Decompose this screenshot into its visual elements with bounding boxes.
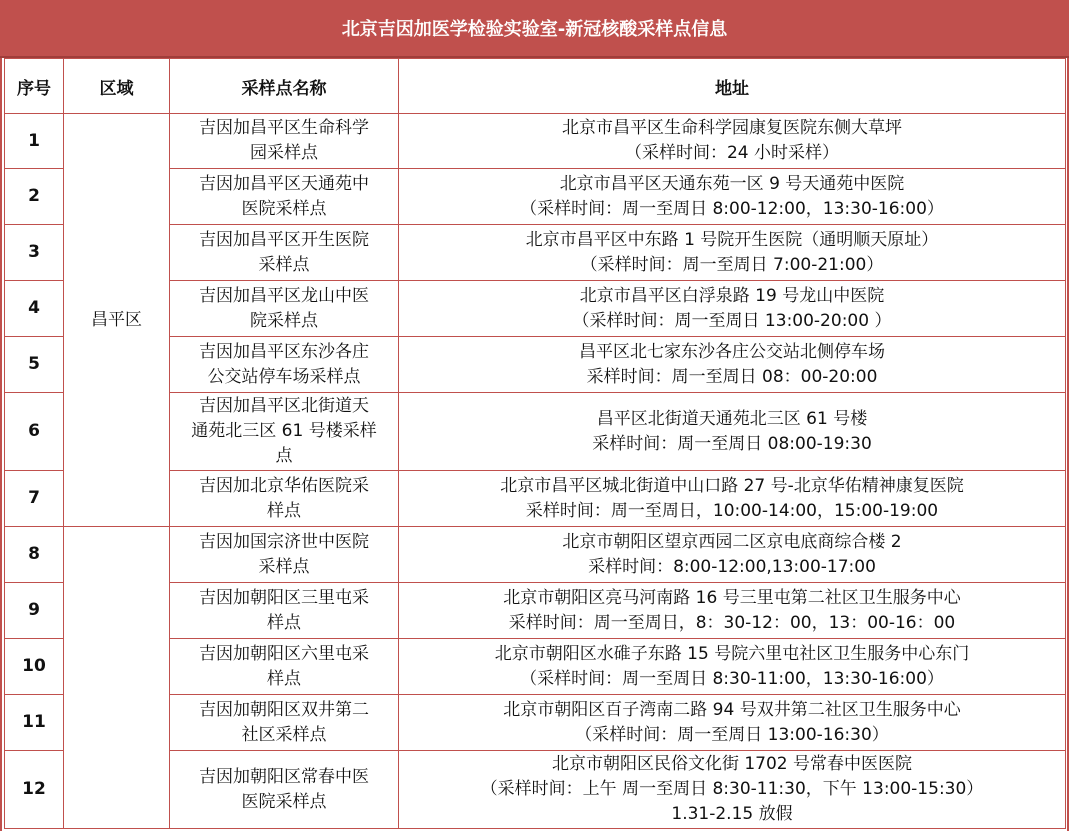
address-cell [399, 471, 1066, 527]
header-area: 区域 [64, 59, 170, 114]
sampling-time-line: 采样时间：周一至周日 08:00-19:30 [592, 433, 872, 454]
site-name-line: 吉因加昌平区北街道天 [199, 396, 369, 416]
header-row [5, 59, 1066, 114]
site-name-line: 点 [275, 446, 293, 466]
row-number: 11 [5, 695, 64, 751]
header-address: 地址 [399, 59, 1066, 114]
site-name-line: 医院采样点 [241, 791, 327, 812]
row-number: 7 [5, 471, 64, 527]
address-cell [399, 583, 1066, 639]
site-name-line: 样点 [267, 612, 301, 633]
site-name-line: 吉因加朝阳区双井第二 [199, 699, 369, 720]
row-number: 9 [5, 583, 64, 639]
row-number: 4 [5, 281, 64, 337]
site-name-line: 园采样点 [250, 143, 318, 163]
site-name-line: 样点 [267, 668, 301, 689]
address-cell [399, 337, 1066, 393]
row-number: 1 [5, 114, 64, 169]
site-name-line: 样点 [267, 500, 301, 521]
area-cell-changping: 昌平区 [64, 114, 170, 527]
row-number: 2 [5, 169, 64, 225]
site-name-line: 公交站停车场采样点 [207, 366, 361, 387]
address-line: 北京市昌平区城北街道中山口路 27 号-北京华佑精神康复医院 [500, 475, 964, 496]
sampling-time-line: 采样时间：周一至周日，10:00-14:00，15:00-19:00 [525, 500, 939, 521]
sampling-time-line: （采样时间：24 小时采样） [624, 143, 840, 163]
site-name-line: 吉因加昌平区生命科学 [199, 118, 369, 138]
sampling-time-line: 采样时间：周一至周日 08：00-20:00 [586, 366, 878, 387]
site-name-cell [170, 393, 399, 471]
site-name-cell [170, 583, 399, 639]
site-name-cell [170, 169, 399, 225]
site-name-cell [170, 751, 399, 829]
header-number: 序号 [5, 59, 64, 114]
sampling-time-line: （采样时间：周一至周日 13:00-16:30） [575, 724, 889, 745]
site-name-line: 吉因加朝阳区常春中医 [199, 766, 369, 787]
sampling-time-line: 1.31-2.15 放假 [671, 804, 793, 824]
sampling-time-line: （采样时间：周一至周日 8:30-11:00，13:30-16:00） [520, 668, 944, 689]
address-line: 北京市昌平区生命科学园康复医院东侧大草坪 [562, 118, 902, 138]
sampling-sites-table [4, 58, 1066, 829]
sampling-time-line: （采样时间：上午 周一至周日 8:30-11:30，下午 13:00-15:30） [480, 779, 984, 799]
site-name-cell [170, 639, 399, 695]
site-name-line: 吉因加昌平区开生医院 [199, 229, 369, 250]
site-name-line: 吉因加昌平区东沙各庄 [199, 341, 369, 362]
site-name-line: 采样点 [258, 254, 310, 275]
site-name-line: 通苑北三区 61 号楼采样 [191, 421, 377, 441]
sampling-time-line: 采样时间：8:00-12:00,13:00-17:00 [588, 556, 876, 577]
address-cell [399, 527, 1066, 583]
table-title: 北京吉因加医学检验实验室-新冠核酸采样点信息 [0, 0, 1069, 58]
site-name-cell [170, 695, 399, 751]
site-name-line: 吉因加朝阳区六里屯采 [199, 643, 369, 664]
address-line: 北京市朝阳区水碓子东路 15 号院六里屯社区卫生服务中心东门 [494, 643, 970, 664]
address-cell [399, 751, 1066, 829]
site-name-cell [170, 527, 399, 583]
sampling-time-line: （采样时间：周一至周日 7:00-21:00） [580, 254, 884, 275]
site-name-cell [170, 337, 399, 393]
row-number: 8 [5, 527, 64, 583]
site-name-cell [170, 225, 399, 281]
address-line: 北京市昌平区中东路 1 号院开生医院（通明顺天原址） [525, 229, 939, 250]
address-cell [399, 393, 1066, 471]
area-cell-chaoyang [64, 527, 170, 829]
row-number: 6 [5, 393, 64, 471]
row-number: 3 [5, 225, 64, 281]
site-name-line: 吉因加昌平区天通苑中 [199, 173, 369, 194]
sampling-time-line: （采样时间：周一至周日 13:00-20:00 ） [572, 310, 892, 331]
address-line: 北京市朝阳区百子湾南二路 94 号双井第二社区卫生服务中心 [503, 699, 961, 720]
table-row [5, 527, 1066, 583]
address-line: 昌平区北七家东沙各庄公交站北侧停车场 [579, 341, 885, 362]
site-name-cell [170, 114, 399, 169]
site-name-line: 吉因加昌平区龙山中医 [199, 285, 369, 306]
site-name-line: 社区采样点 [241, 724, 327, 745]
site-name-line: 采样点 [258, 556, 310, 577]
address-line: 北京市朝阳区亮马河南路 16 号三里屯第二社区卫生服务中心 [503, 587, 961, 608]
site-name-cell [170, 281, 399, 337]
table-row [5, 114, 1066, 169]
sampling-time-line: 采样时间：周一至周日，8：30-12：00，13：00-16：00 [508, 612, 956, 633]
site-name-line: 院采样点 [250, 310, 318, 331]
sampling-time-line: （采样时间：周一至周日 8:00-12:00，13:30-16:00） [520, 198, 944, 219]
address-cell [399, 225, 1066, 281]
address-line: 北京市朝阳区民俗文化街 1702 号常春中医医院 [551, 754, 913, 774]
address-line: 北京市昌平区天通东苑一区 9 号天通苑中医院 [559, 173, 905, 194]
row-number: 10 [5, 639, 64, 695]
row-number: 12 [5, 751, 64, 829]
row-number: 5 [5, 337, 64, 393]
site-name-cell [170, 471, 399, 527]
address-line: 北京市昌平区白浮泉路 19 号龙山中医院 [579, 285, 885, 306]
address-cell [399, 639, 1066, 695]
address-line: 昌平区北街道天通苑北三区 61 号楼 [596, 408, 868, 429]
address-cell [399, 114, 1066, 169]
address-cell [399, 169, 1066, 225]
header-site-name: 采样点名称 [170, 59, 399, 114]
address-cell [399, 281, 1066, 337]
site-name-line: 吉因加朝阳区三里屯采 [199, 587, 369, 608]
address-line: 北京市朝阳区望京西园二区京电底商综合楼 2 [562, 531, 902, 552]
address-cell [399, 695, 1066, 751]
site-name-line: 医院采样点 [241, 198, 327, 219]
site-name-line: 吉因加国宗济世中医院 [199, 531, 369, 552]
site-name-line: 吉因加北京华佑医院采 [199, 475, 369, 496]
